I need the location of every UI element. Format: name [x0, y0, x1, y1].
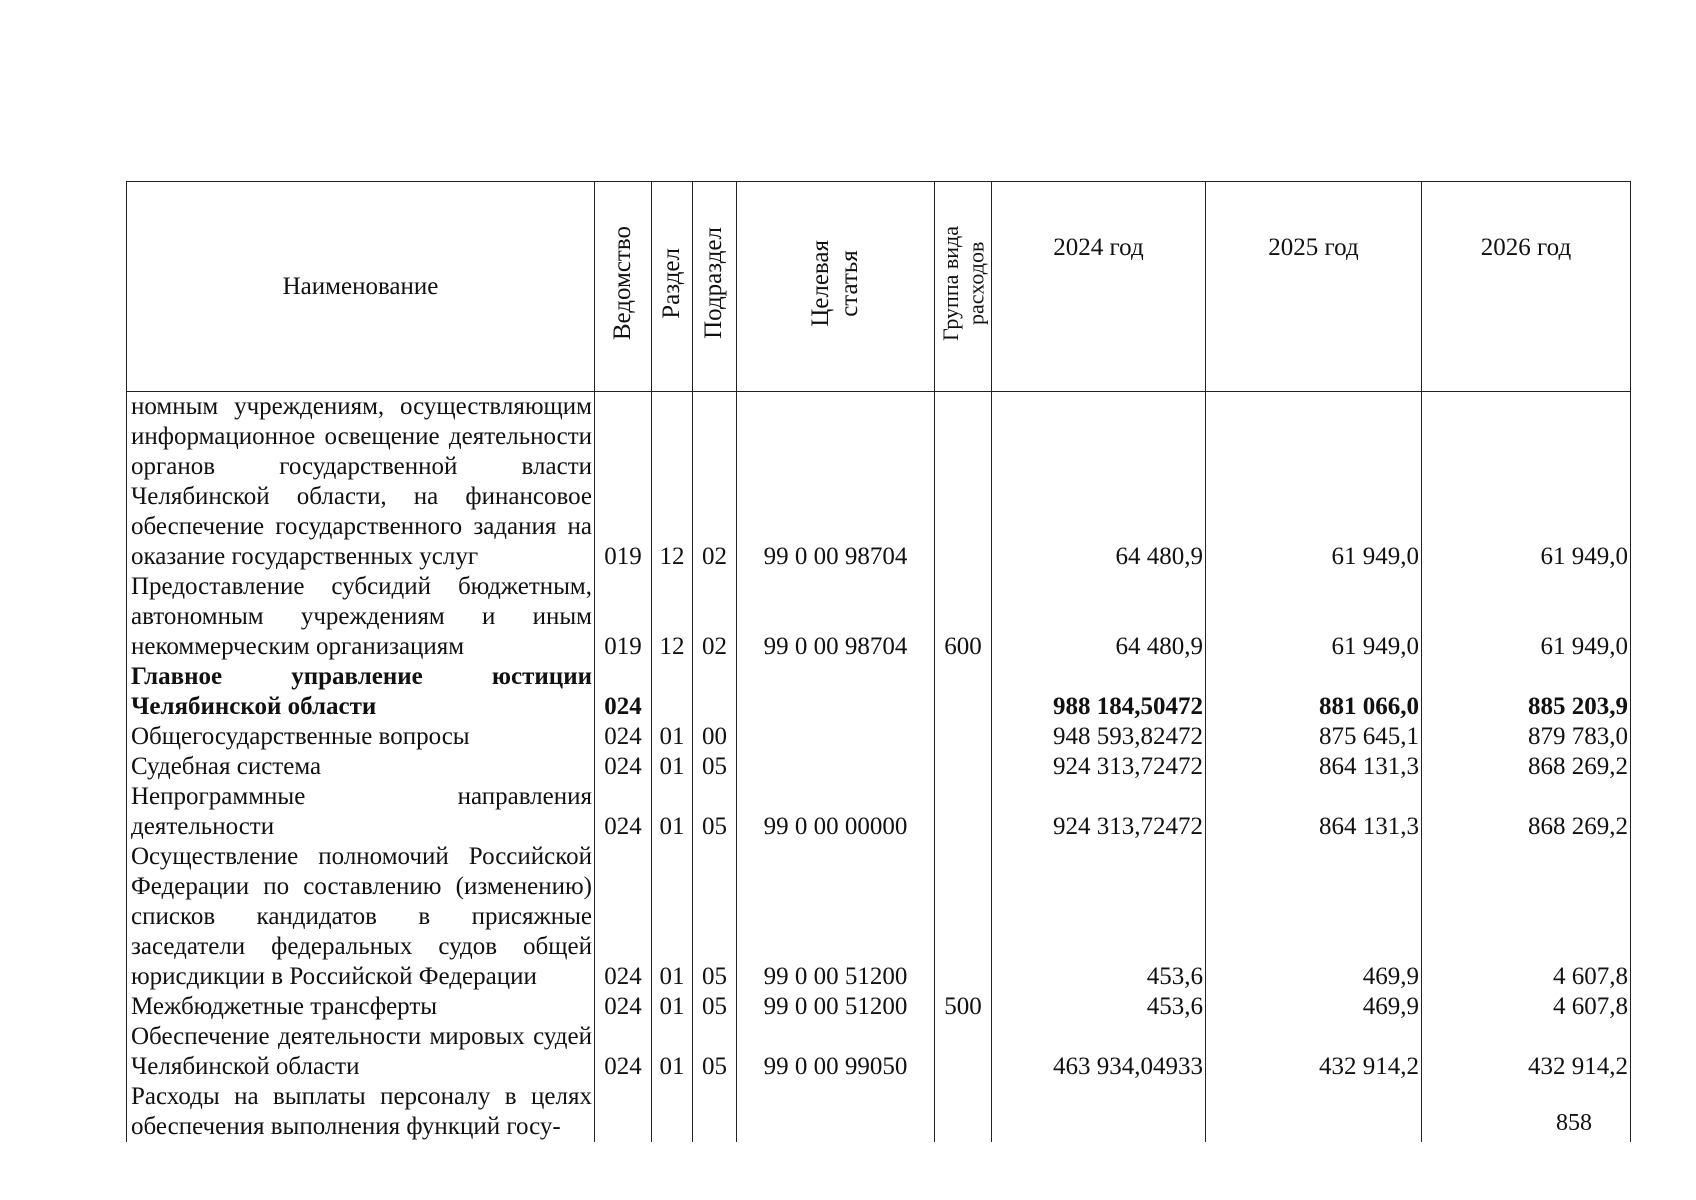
header-expense-group: Группа вида расходов [935, 182, 992, 392]
row-amount-2025: 864 131,3 [1206, 782, 1422, 842]
row-section: 01 [652, 992, 693, 1022]
row-department: 019 [595, 572, 652, 662]
header-department: Ведомство [595, 182, 652, 392]
table-row [127, 1022, 1631, 1082]
row-subsection: 05 [693, 1022, 737, 1082]
row-expense-group [935, 782, 992, 842]
row-section: 01 [652, 722, 693, 752]
header-year-2026: 2026 год [1422, 182, 1631, 392]
row-target-article [737, 722, 935, 752]
row-subsection: 05 [693, 992, 737, 1022]
row-amount-2025: 875 645,1 [1206, 722, 1422, 752]
row-target-article [737, 662, 935, 722]
row-name: Межбюджетные трансферты [127, 992, 595, 1022]
row-amount-2025: 469,9 [1206, 992, 1422, 1022]
row-amount-2024: 453,6 [992, 992, 1206, 1022]
row-department: 024 [595, 782, 652, 842]
table-row [127, 662, 1631, 722]
row-section [652, 662, 693, 722]
header-year-2025: 2025 год [1206, 182, 1422, 392]
header-year-2024: 2024 год [992, 182, 1206, 392]
row-target-article [737, 752, 935, 782]
row-department: 024 [595, 662, 652, 722]
row-section [652, 1082, 693, 1142]
row-target-article: 99 0 00 98704 [737, 392, 935, 573]
row-amount-2024: 64 480,9 [992, 392, 1206, 573]
row-amount-2025: 881 066,0 [1206, 662, 1422, 722]
row-amount-2025: 432 914,2 [1206, 1022, 1422, 1082]
row-expense-group [935, 662, 992, 722]
row-amount-2026 [1422, 1082, 1631, 1142]
table-row [127, 752, 1631, 782]
budget-table [126, 181, 1631, 1142]
row-amount-2026: 4 607,8 [1422, 842, 1631, 992]
row-section: 12 [652, 392, 693, 573]
header-subsection: Подраздел [693, 182, 737, 392]
row-section: 01 [652, 1022, 693, 1082]
row-expense-group [935, 752, 992, 782]
row-amount-2026: 61 949,0 [1422, 572, 1631, 662]
row-amount-2025: 61 949,0 [1206, 572, 1422, 662]
row-amount-2025 [1206, 1082, 1422, 1142]
row-name: Предоставление субсидий бюджетным, автономным учреждениям и иным некоммерческим организациям [127, 572, 595, 662]
row-subsection [693, 662, 737, 722]
row-subsection: 02 [693, 392, 737, 573]
row-subsection: 05 [693, 752, 737, 782]
row-name: номным учреждениям, осуществляющим информационное освещение деятельности органов государственной власти Челябинской области, на финансовое обеспечение государственного задания на оказание государственных услуг [127, 392, 595, 573]
row-expense-group: 500 [935, 992, 992, 1022]
table-row [127, 722, 1631, 752]
table-body [127, 392, 1631, 1143]
header-section: Раздел [652, 182, 693, 392]
row-target-article: 99 0 00 98704 [737, 572, 935, 662]
row-amount-2024: 64 480,9 [992, 572, 1206, 662]
row-name: Судебная система [127, 752, 595, 782]
table-row [127, 782, 1631, 842]
row-name: Главное управление юстиции Челябинской области [127, 662, 595, 722]
table-header [127, 182, 1631, 392]
row-target-article [737, 1082, 935, 1142]
row-subsection: 05 [693, 782, 737, 842]
row-department [595, 1082, 652, 1142]
row-amount-2026: 61 949,0 [1422, 392, 1631, 573]
row-expense-group [935, 1022, 992, 1082]
row-expense-group [935, 1082, 992, 1142]
row-subsection: 05 [693, 842, 737, 992]
row-subsection: 02 [693, 572, 737, 662]
row-name: Непрограммные направления деятельности [127, 782, 595, 842]
table-row [127, 842, 1631, 992]
row-amount-2025: 469,9 [1206, 842, 1422, 992]
row-target-article: 99 0 00 00000 [737, 782, 935, 842]
row-amount-2024: 948 593,82472 [992, 722, 1206, 752]
row-expense-group [935, 392, 992, 573]
row-amount-2026: 885 203,9 [1422, 662, 1631, 722]
header-name: Наименование [127, 182, 595, 392]
row-name: Осуществление полномочий Российской Федерации по составлению (изменению) списков кандидатов в присяжные заседатели федеральных судов общей юрисдикции в Российской Федерации [127, 842, 595, 992]
row-department: 024 [595, 992, 652, 1022]
table-row [127, 992, 1631, 1022]
table-row [127, 392, 1631, 573]
row-amount-2025: 864 131,3 [1206, 752, 1422, 782]
row-amount-2024: 924 313,72472 [992, 782, 1206, 842]
row-department: 024 [595, 1022, 652, 1082]
table-row [127, 1082, 1631, 1142]
row-amount-2026: 868 269,2 [1422, 752, 1631, 782]
page-number: 858 [1556, 1110, 1592, 1136]
row-name: Расходы на выплаты персоналу в целях обеспечения выполнения функций госу- [127, 1082, 595, 1142]
row-amount-2024: 988 184,50472 [992, 662, 1206, 722]
row-amount-2025: 61 949,0 [1206, 392, 1422, 573]
header-target-article: Целевая статья [737, 182, 935, 392]
row-name: Общегосударственные вопросы [127, 722, 595, 752]
row-amount-2024 [992, 1082, 1206, 1142]
row-department: 019 [595, 392, 652, 573]
row-amount-2024: 924 313,72472 [992, 752, 1206, 782]
row-target-article: 99 0 00 99050 [737, 1022, 935, 1082]
row-amount-2026: 868 269,2 [1422, 782, 1631, 842]
row-subsection: 00 [693, 722, 737, 752]
row-expense-group [935, 842, 992, 992]
row-section: 01 [652, 782, 693, 842]
row-amount-2026: 432 914,2 [1422, 1022, 1631, 1082]
row-department: 024 [595, 842, 652, 992]
row-amount-2026: 4 607,8 [1422, 992, 1631, 1022]
row-amount-2024: 453,6 [992, 842, 1206, 992]
row-section: 01 [652, 752, 693, 782]
row-subsection [693, 1082, 737, 1142]
row-name: Обеспечение деятельности мировых судей Челябинской области [127, 1022, 595, 1082]
row-department: 024 [595, 752, 652, 782]
row-section: 01 [652, 842, 693, 992]
row-amount-2026: 879 783,0 [1422, 722, 1631, 752]
row-expense-group: 600 [935, 572, 992, 662]
row-target-article: 99 0 00 51200 [737, 842, 935, 992]
row-amount-2024: 463 934,04933 [992, 1022, 1206, 1082]
row-expense-group [935, 722, 992, 752]
row-section: 12 [652, 572, 693, 662]
row-target-article: 99 0 00 51200 [737, 992, 935, 1022]
row-department: 024 [595, 722, 652, 752]
table-row [127, 572, 1631, 662]
